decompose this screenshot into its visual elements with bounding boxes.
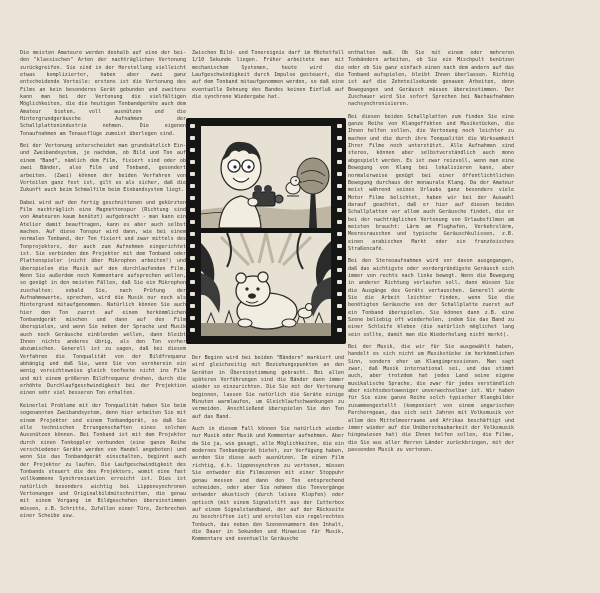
paragraph: enthalten muß. Ob Sie mit einem oder mehreren Tonbändern arbeiten, ob Sie ein Mischpult benützen oder ob Sie ganz einfach einen nach dem andern auf das Tonband aufspielen, bleibt Ihnen überlassen. Richtig ist auf die Zehnteilsekunde genauen Arbeiten, denn Bewegungen und Geräusch müssen übereinstimmen. Der Zuschauer wird Sie sofort Sprechen bei Nachaufnahmen nachsynchronisieren. [348, 50, 514, 108]
text-column-middle-top [192, 50, 344, 112]
paragraph: Bei den Stereoaufnahmen wird vor davon ausgegangen, daß das wichtigste oder vordergründigste Geräusch sich immer von rechts nach links bewegt. Wenn die Bewegung in anderer Richtung verlaufen soll, dann müssen Sie die Ausgänge des Geräts vertauschen. Generell würde Sie die Arbeit leichter finden, wenn Sie die benötigten Geräusche von der Schallplatte zuerst auf ein Tonband überspielen. Sie können dann z.B. eine Szene beliebig oft wiederholen, indem Sie das Band zu einer Schleife kleben (die natürlich möglichst lang sein sollte, damit man die Wiederholung nicht merkt). [348, 258, 514, 338]
frame-bear-in-jungle [201, 233, 331, 336]
frame-boy-with-camera [201, 126, 331, 228]
text-column-left [20, 50, 186, 585]
paragraph: Die meisten Amateure werden deshalb auf eine der bei- den "klassischen" Arten der nachträglichen Vertonung zurückgreifen. Sie sind in der Herstellung vielleicht etwas komplizierter, haben aber zwei ganz entscheidende Vorteile: erstens ist die Vertonung des Films an kein besonderes Gerät gebunden und zweitens kann man bei der Vertonung die vielfältigen Möglichkeiten, die die heutigen Tonbandgeräte auch dem Amateur bieten, voll ausnützen und die Hintergrundgeräusche Aufnahmen der Schallplattenindustrie nehmen. Die eigenen Tonaufnahmen am Tonausflüge zumeist überlegen sind. [20, 50, 186, 137]
paragraph: Der Beginn wird bei beiden "Bändern" markiert und wird gleichzeitig mit Beziehungspunkten an den Geräten in Übereinstimmung gebracht. Bei allen späteren Vorführungen sind die Bänder dann immer wieder so einzurichten. Die Sie mit der Vertonung beginnen, lassen Sie natürlich die Geräte einige Minuten warmlaufen, um Gleichlaufschwankungen zu vermeiden. Anschließend überspielen Sie den Ton auf das Band. [192, 355, 344, 420]
paragraph: Auch in diesem Fall können Sie natürlich wieder nur Musik oder Musik und Kommentar aufnehmen. Aber da Sie ja, wie gesagt, alle Möglichkeiten, die ein modernes Tonbandgerät bietet, zur Verfügung haben, werden Sie diese auch ausnützen. Im einen Film richtig, d.h. lippensynchron zu vertonen, müssen Sie entweder die Filmszenen mit einer Stoppuhr genau messen und dann den Ton entsprechend schneiden, oder aber Sie nehmen die Tonvorgänge entweder akustisch (durch leises Klopfen) oder optisch (mit einem Signalstift aus der Cutterbox auf einem Signalstandband, der auf der Rückseite zu beschriften ist) und erstellen ein regelrechtes Tonbuch, das neben den Szenennummern den Inhalt, die Dauer in Sekunden und Hinweise für Musik, Kommentare und eventuelle Geräusche [192, 426, 344, 543]
paragraph: Zwischen Bild- und Tonereignis darf im Höchstfall 1/10 Sekunde liegen. Früher arbeitete man mit mechanischem Systemen, heute wird die Laufgeschwindigkeit durch Impulse gesteuert, die auf dem Tonband mitaufgenommen werden, so daß eine eventuelle Dehnung des Bandes keinen Einfluß auf die synchrone Wiedergabe hat. [192, 50, 344, 101]
paragraph: Bei diesen beiden Schallplatten zum finden Sie eine ganze Reihe von Klangeffekten und Musikstücken, die Ihnen helfen sollen, die Vertonung noch leichter zu machen und die durch ihre Tonqualität die Wirksamkeit Ihrer Filme noch unterstützt. Alle Aufnahmen sind stereo, können aber selbstverständlich auch mono abgespielt werden. Es ist zwar reizvoll, wenn man eine Bewegung von Klang bei lokalisieren kann, aber normalerweise genügt bei einer öffentlichtlichen Bewegung durchaus der monaurale Klang. Da der Amateur meist während seines Urlaubs ganz besonders viele Motor Filme belichtet, haben wir bei der Auswahl darauf geachtet, daß er hier auf diesen beiden Schallplatten vor allem auch Geräusche findet, die er bei der nachträglichen Vertonung von Urlaubsfilmen am meisten braucht: Lärm am Flughafen, Verkehrslärm, Meeresrauschen und typische Geräuschkulissen, z.B. einen arabischen Markt oder ein französisches Straßencafé. [348, 113, 514, 252]
text-column-right [348, 50, 514, 585]
film-strip-illustration [186, 118, 346, 344]
paragraph: Keinerlei Probleme mit der Tonqualität haben Sie beim sogenannten Zweibandsystem, denn hier arbeiten Sie mit einem Projektor und einem Tonbandgerät, so daß Sie alle technischen Errungenschaften eines solchen Aussnützen können. Bei Tonband ist mit dem Projektor durch einen Tonkoppler verbunden (eine ganze Reihe verschiedener Geräte werden von Handel angeboten) und wenn Sie das Tonbandgerät einschalten, beginnt auch der Projektor zu laufen. Die Laufgeschwindigkeit des Tonbands steuert die des Projektors, womit eine fast vollkommene Synchronisation erreicht ist. Dies ist natürlich besonders wichtig bei Lippensynchronen Vertonungen und Originalbildmitschnitten, die genau mit einem Vorgang im Bildgeschehen übereinstimmen müssen, z.B. Schritte, Zufallen einer Türe, Zerbrechen einer Scheibe usw. [20, 402, 186, 519]
paragraph: Dabei wird auf den fertig geschnittenen und gekürzten Film nachträglich eine Magnettonspur (Richtung sind von Amateuren kaum benützt) aufgebracht - man kann ein Atelier damit beauftragen, kann es aber auch selbst machen. Auf diese Tonspur wird dann, wie bei einem normalen Tonband, der Ton fixiert und zwar mittels des Tonprojektors, der auch zum Aufnehmen eingerichtet ist. Sie verbinden den Projektor mit dem Tonband oder Plattenspieler (nicht über Mikrophon arbeiten!) und überspielen die Musik auf den durchlaufenden Film. Wenn Sie außerdem noch Kommentare aufsprechen wollen, so genügt in den meisten Fällen, daß Sie ein Mikrophon zuschalten: sobald Sie, nach Prüfung der Aufnahmewerte, sprechen, wird die Musik nur noch als Hintergrund mitaufgenommen. Natürlich können Sie auch hier den Ton zuerst auf einem herkömmlichen Tonbandgerät mischen und dann auf den Film überspielen, und wenn Sie neben der Sprache und Musik auch noch Geräusche einblenden wollen, dann bleibt Ihnen nichts anderes übrig, als den Ton vorher abzumischen. Generell ist zu sagen, daß bei diesem Verfahren die Tonqualität von der Bildfrequenz abhängig und daß Sie, wenn Sie von vornherein ein wenig vorsichtsweise gleich tonfeste nicht ins Film und mit einem größeren Bildfrequenz drehen, durch die erhöhte Durchlaufgeschwindigkeit bei der Projektion einen sehr viel besseren Ton erhalten. [20, 199, 186, 397]
text-column-middle-bottom [192, 355, 344, 585]
paragraph: Bei der Vertonung unterscheidet man grundsätzlich Ein- und Zweibandsystem, je nachdem, ob Bild und Ton auf einem "Band", nämlich dem Film, fixiert sind oder ob zwei Bänder, also Film und Tonband, gesondert arbeiten. (Zwei) können der beiden Verfahren von Vorteilen ganz fest ist, gilt es als sicher, daß die Zukunft auch beim Schmalfilm beim Einbandsystem liegt. [20, 143, 186, 194]
paragraph: Bei der Musik, die wir für Sie ausgewählt haben, handelt es sich nicht um Musikstücke im herkömmlichen Sinn, sondern eher um Klangimpressionen. Man sagt zwar, daß Musik international sei, und das stimmt auch, aber trotzdem hat jedes Land seine eigene musikalische Sprache, die zwar für jedes verständlich aber nichtsdestoweniger unverwechselbar ist. Wir haben für Sie eine ganze Reihe solch typischer Klangbilder zusammengestellt (komponiert von einem ungarischen Parcherngean, das sich seit Jahren mit Volksmusik vor allem des Mittelmeerraums und Afrikas beschäftigt und immer wieder auf die Unüberschaubarkeit der Volksmusik hingewiesen hat) die Ihnen helfen sollen, die Filme, die Sie aus aller Herren Länder zurückbringen, mit der passenden Musik zu vertonen. [348, 344, 514, 453]
